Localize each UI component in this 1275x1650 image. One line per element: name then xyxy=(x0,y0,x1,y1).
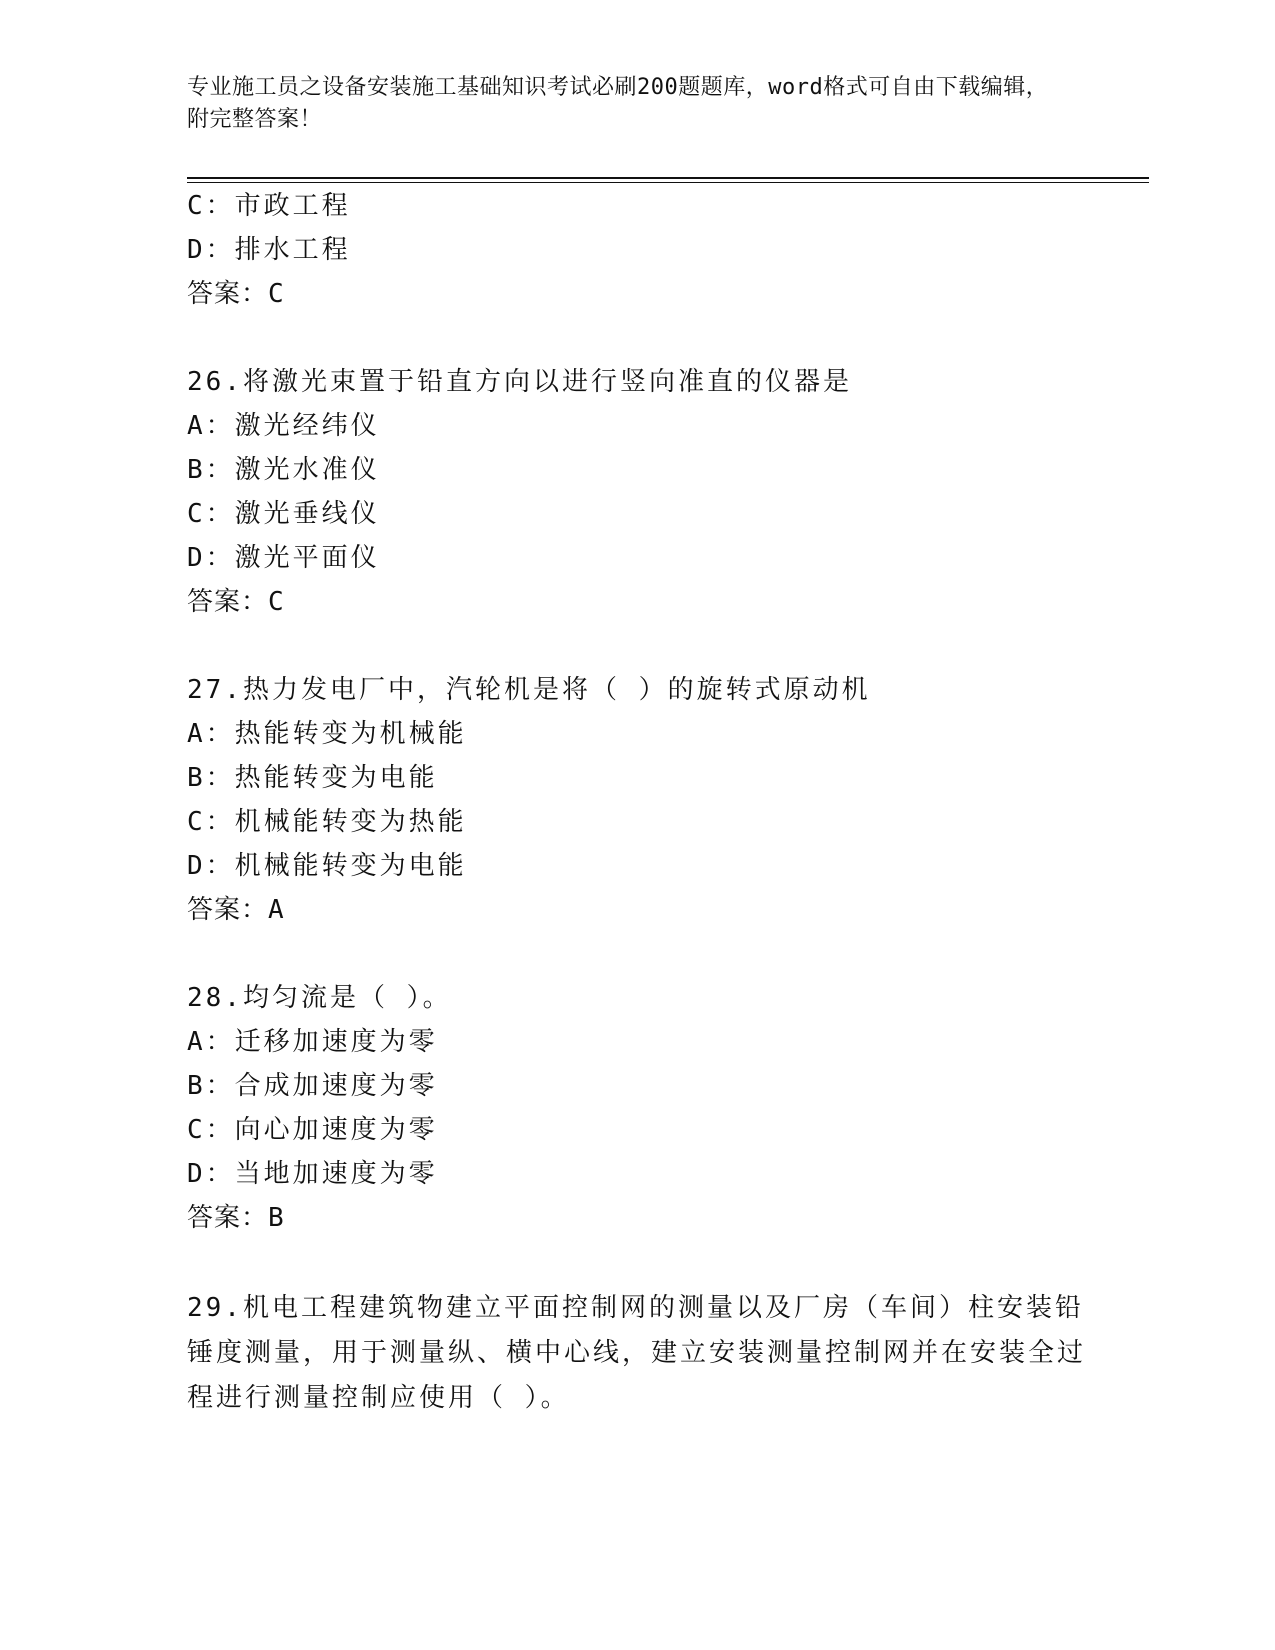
question-26-text: 26.将激光束置于铅直方向以进行竖向准直的仪器是 xyxy=(187,367,852,397)
q27-option-d: D：机械能转变为电能 xyxy=(187,851,467,881)
q27-option-c: C：机械能转变为热能 xyxy=(187,807,467,837)
document-header: 专业施工员之设备安装施工基础知识考试必刷200题题库，word格式可自由下载编辑，附完整答案！ xyxy=(187,75,1049,132)
q26-option-c: C：激光垂线仪 xyxy=(187,499,380,529)
answer-line: 答案：C xyxy=(187,279,285,309)
q26-option-b: B：激光水准仪 xyxy=(187,455,380,485)
question-29-text: 29.机电工程建筑物建立平面控制网的测量以及厂房（车间）柱安装铅锤度测量，用于测量纵、横中心线，建立安装测量控制网并在安装全过程进行测量控制应使用（ ）。 xyxy=(187,1293,1087,1413)
header-divider-thick xyxy=(187,177,1149,179)
option-d: D：排水工程 xyxy=(187,235,351,265)
question-27-text: 27.热力发电厂中，汽轮机是将（ ）的旋转式原动机 xyxy=(187,675,871,705)
q27-option-a: A：热能转变为机械能 xyxy=(187,719,467,749)
q28-option-b: B：合成加速度为零 xyxy=(187,1071,438,1101)
option-c: C：市政工程 xyxy=(187,191,351,221)
q26-answer: 答案：C xyxy=(187,587,285,617)
header-divider-thin xyxy=(187,182,1149,183)
q28-option-d: D：当地加速度为零 xyxy=(187,1159,438,1189)
q26-option-d: D：激光平面仪 xyxy=(187,543,380,573)
q27-answer: 答案：A xyxy=(187,895,285,925)
q28-answer: 答案：B xyxy=(187,1203,285,1233)
question-28-text: 28.均匀流是（ ）。 xyxy=(187,983,452,1013)
q28-option-c: C：向心加速度为零 xyxy=(187,1115,438,1145)
q27-option-b: B：热能转变为电能 xyxy=(187,763,438,793)
q28-option-a: A：迁移加速度为零 xyxy=(187,1027,438,1057)
q26-option-a: A：激光经纬仪 xyxy=(187,411,380,441)
